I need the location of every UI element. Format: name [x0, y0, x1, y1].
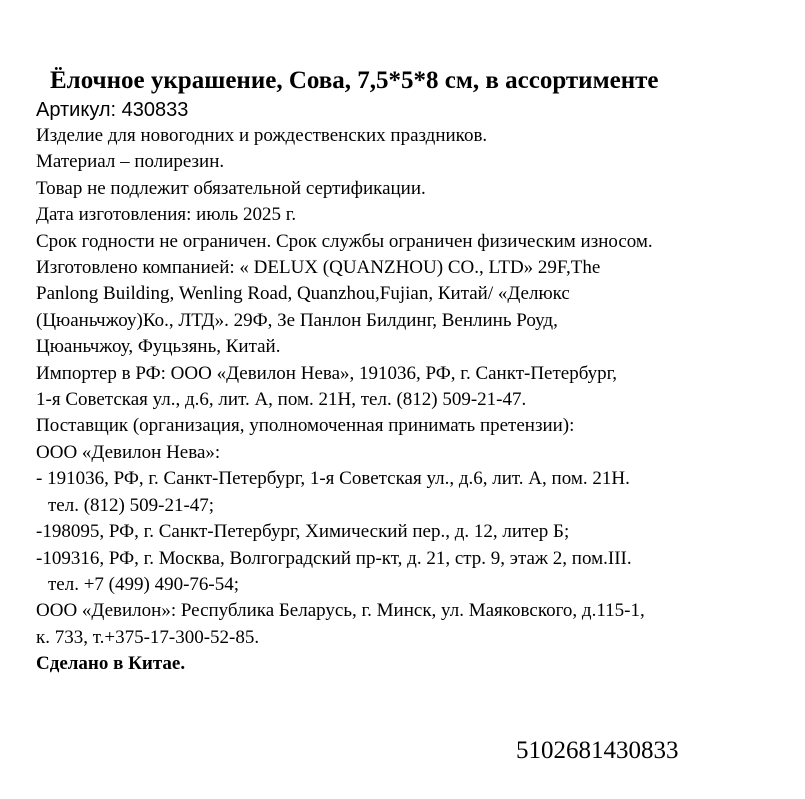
manufacturer-line: Изготовлено компанией: « DELUX (QUANZHOU) CO., LTD» 29F,The	[36, 257, 601, 279]
manufacturer-line: Цюаньчжоу, Фуцьзянь, Китай.	[36, 336, 281, 358]
supplier-heading: Поставщик (организация, уполномоченная принимать претензии):	[36, 415, 575, 437]
description-line: Дата изготовления: июль 2025 г.	[36, 204, 297, 226]
belarus-supplier-line: к. 733, т.+375-17-300-52-85.	[36, 626, 260, 648]
barcode-number: 5102681430833	[516, 737, 679, 764]
importer-line: 1-я Советская ул., д.6, лит. А, пом. 21Н, тел. (812) 509-21-47.	[36, 389, 527, 411]
product-title: Ёлочное украшение, Сова, 7,5*5*8 см, в ассортименте	[50, 67, 659, 94]
supplier-phone: тел. +7 (499) 490-76-54;	[48, 573, 240, 595]
manufacturer-line: Panlong Building, Wenling Road, Quanzhou,Fujian, Китай/ «Делюкс	[36, 283, 570, 305]
product-label	[36, 64, 771, 678]
supplier-phone: тел. (812) 509-21-47;	[48, 494, 215, 516]
description-line: Изделие для новогодних и рождественских праздников.	[36, 125, 488, 146]
country-of-origin: Сделано в Китае.	[36, 653, 186, 675]
description-line: Товар не подлежит обязательной сертификации.	[36, 177, 426, 199]
supplier-company: ООО «Девилон Нева»:	[36, 441, 221, 463]
supplier-address: - 191036, РФ, г. Санкт-Петербург, 1-я Советская ул., д.6, лит. А, пом. 21Н.	[36, 468, 630, 490]
description-line: Материал – полирезин.	[36, 151, 225, 173]
belarus-supplier-line: ООО «Девилон»: Республика Беларусь, г. Минск, ул. Маяковского, д.115-1,	[36, 600, 645, 622]
description-line: Срок годности не ограничен. Срок службы ограничен физическим износом.	[36, 230, 653, 252]
supplier-address: -109316, РФ, г. Москва, Волгоградский пр-кт, д. 21, стр. 9, этаж 2, пом.III.	[36, 547, 632, 569]
supplier-address: -198095, РФ, г. Санкт-Петербург, Химический пер., д. 12, литер Б;	[36, 521, 570, 543]
importer-line: Импортер в РФ: ООО «Девилон Нева», 191036, РФ, г. Санкт-Петербург,	[36, 362, 618, 384]
manufacturer-line: (Цюаньчжоу)Ко., ЛТД». 29Ф, Зе Панлон Билдинг, Венлинь Роуд,	[36, 309, 558, 331]
article-number: Артикул: 430833	[36, 99, 189, 121]
